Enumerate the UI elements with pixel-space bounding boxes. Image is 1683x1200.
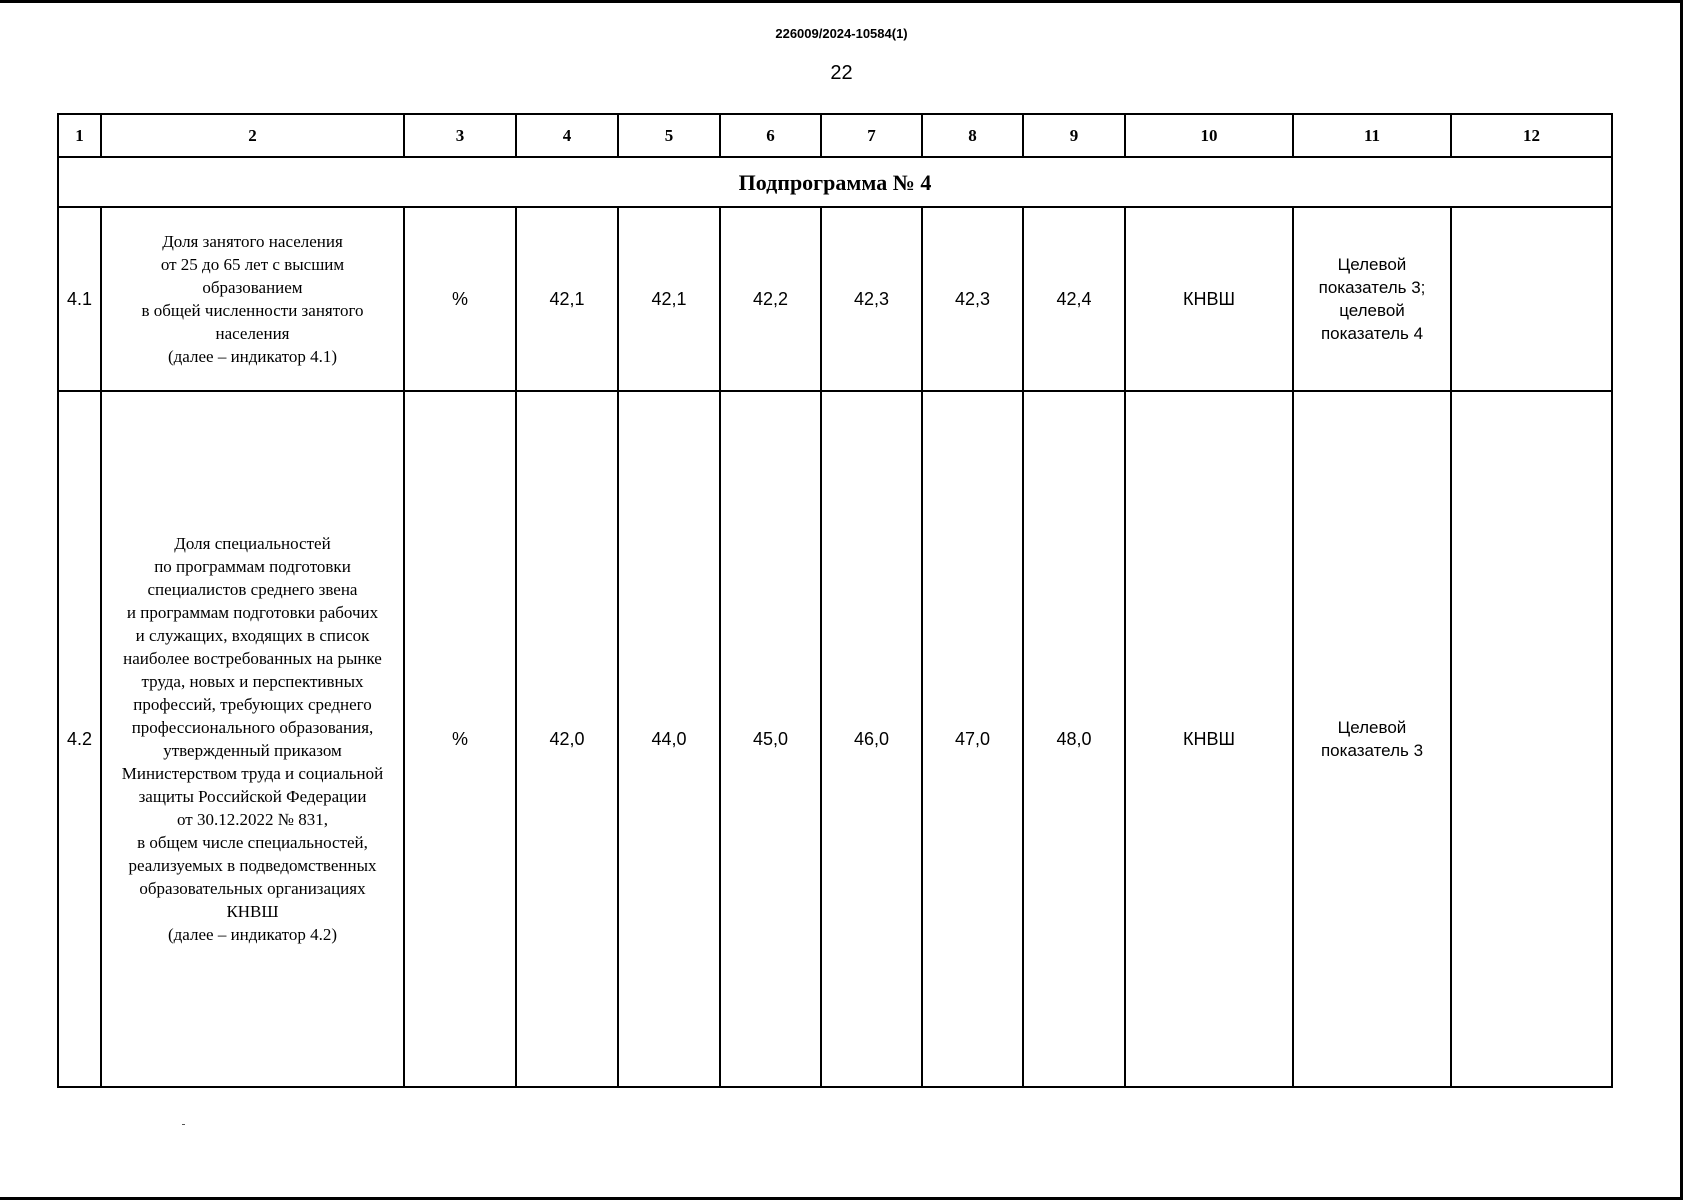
- indicator-description: [101, 207, 404, 391]
- description-line: Доля специальностей: [174, 534, 331, 553]
- value-cell: 44,0: [618, 391, 720, 1087]
- header-cell-2: 2: [101, 114, 404, 157]
- target-line: показатель 3: [1320, 741, 1424, 760]
- responsible-cell: КНВШ: [1125, 207, 1293, 391]
- value-cell: 46,0: [821, 391, 922, 1087]
- indicators-table: [57, 113, 1613, 1088]
- description-line: населения: [215, 324, 290, 343]
- target-line: Целевой: [1337, 255, 1407, 274]
- description-line: Министерством труда и социальной: [121, 764, 384, 783]
- indicator-description: [101, 391, 404, 1087]
- header-cell-10: 10: [1125, 114, 1293, 157]
- description-line: (далее – индикатор 4.1): [168, 347, 337, 366]
- header-cell-1: 1: [58, 114, 101, 157]
- column-numbers-row: [58, 114, 1612, 157]
- value-cell: 42,2: [720, 207, 821, 391]
- scan-speck: [182, 1124, 185, 1125]
- description-line: Доля занятого населения: [162, 232, 343, 251]
- header-cell-5: 5: [618, 114, 720, 157]
- description-line: специалистов среднего звена: [147, 580, 358, 599]
- scan-edge-top: [0, 0, 1683, 3]
- description-line: образовательных организациях: [139, 879, 366, 898]
- description-line: и программам подготовки рабочих: [126, 603, 379, 622]
- section-row: [58, 157, 1612, 207]
- header-cell-11: 11: [1293, 114, 1451, 157]
- page-number: 22: [830, 62, 853, 84]
- header-cell-6: 6: [720, 114, 821, 157]
- target-line: Целевой: [1337, 718, 1407, 737]
- header-cell-8: 8: [922, 114, 1023, 157]
- value-cell: 47,0: [922, 391, 1023, 1087]
- unit-cell: %: [404, 391, 516, 1087]
- description-line: профессий, требующих среднего: [133, 695, 372, 714]
- empty-cell-12: [1451, 207, 1612, 391]
- target-line: целевой: [1339, 301, 1405, 320]
- header-cell-3: 3: [404, 114, 516, 157]
- description-line: от 25 до 65 лет с высшим: [160, 255, 345, 274]
- description-line: наиболее востребованных на рынке: [123, 649, 382, 668]
- description-line: профессионального образования,: [131, 718, 374, 737]
- description-line: защиты Российской Федерации: [138, 787, 367, 806]
- header-cell-12: 12: [1451, 114, 1612, 157]
- value-cell: 42,1: [618, 207, 720, 391]
- target-line: показатель 3;: [1318, 278, 1426, 297]
- target-indicator-cell: [1293, 391, 1451, 1087]
- responsible-cell: КНВШ: [1125, 391, 1293, 1087]
- section-title: Подпрограмма № 4: [58, 157, 1612, 207]
- value-cell: 42,3: [821, 207, 922, 391]
- header-cell-4: 4: [516, 114, 618, 157]
- description-line: в общем числе специальностей,: [137, 833, 368, 852]
- description-line: (далее – индикатор 4.2): [168, 925, 337, 944]
- target-indicator-cell: [1293, 207, 1451, 391]
- table-row: [58, 391, 1612, 1087]
- table-row: [58, 207, 1612, 391]
- value-cell: 42,4: [1023, 207, 1125, 391]
- value-cell: 45,0: [720, 391, 821, 1087]
- header-cell-9: 9: [1023, 114, 1125, 157]
- description-line: по программам подготовки: [154, 557, 351, 576]
- description-line: образованием: [202, 278, 303, 297]
- unit-cell: %: [404, 207, 516, 391]
- row-number: 4.2: [58, 391, 101, 1087]
- header-cell-7: 7: [821, 114, 922, 157]
- value-cell: 42,3: [922, 207, 1023, 391]
- description-line: утвержденный приказом: [163, 741, 342, 760]
- empty-cell-12: [1451, 391, 1612, 1087]
- description-line: в общей численности занятого: [141, 301, 364, 320]
- description-line: и служащих, входящих в список: [135, 626, 370, 645]
- row-number: 4.1: [58, 207, 101, 391]
- value-cell: 42,1: [516, 207, 618, 391]
- target-line: показатель 4: [1320, 324, 1424, 343]
- document-number: 226009/2024-10584(1): [775, 26, 908, 41]
- description-line: КНВШ: [226, 902, 279, 921]
- value-cell: 48,0: [1023, 391, 1125, 1087]
- value-cell: 42,0: [516, 391, 618, 1087]
- description-line: от 30.12.2022 № 831,: [177, 810, 328, 829]
- description-line: реализуемых в подведомственных: [128, 856, 377, 875]
- description-line: труда, новых и перспективных: [141, 672, 364, 691]
